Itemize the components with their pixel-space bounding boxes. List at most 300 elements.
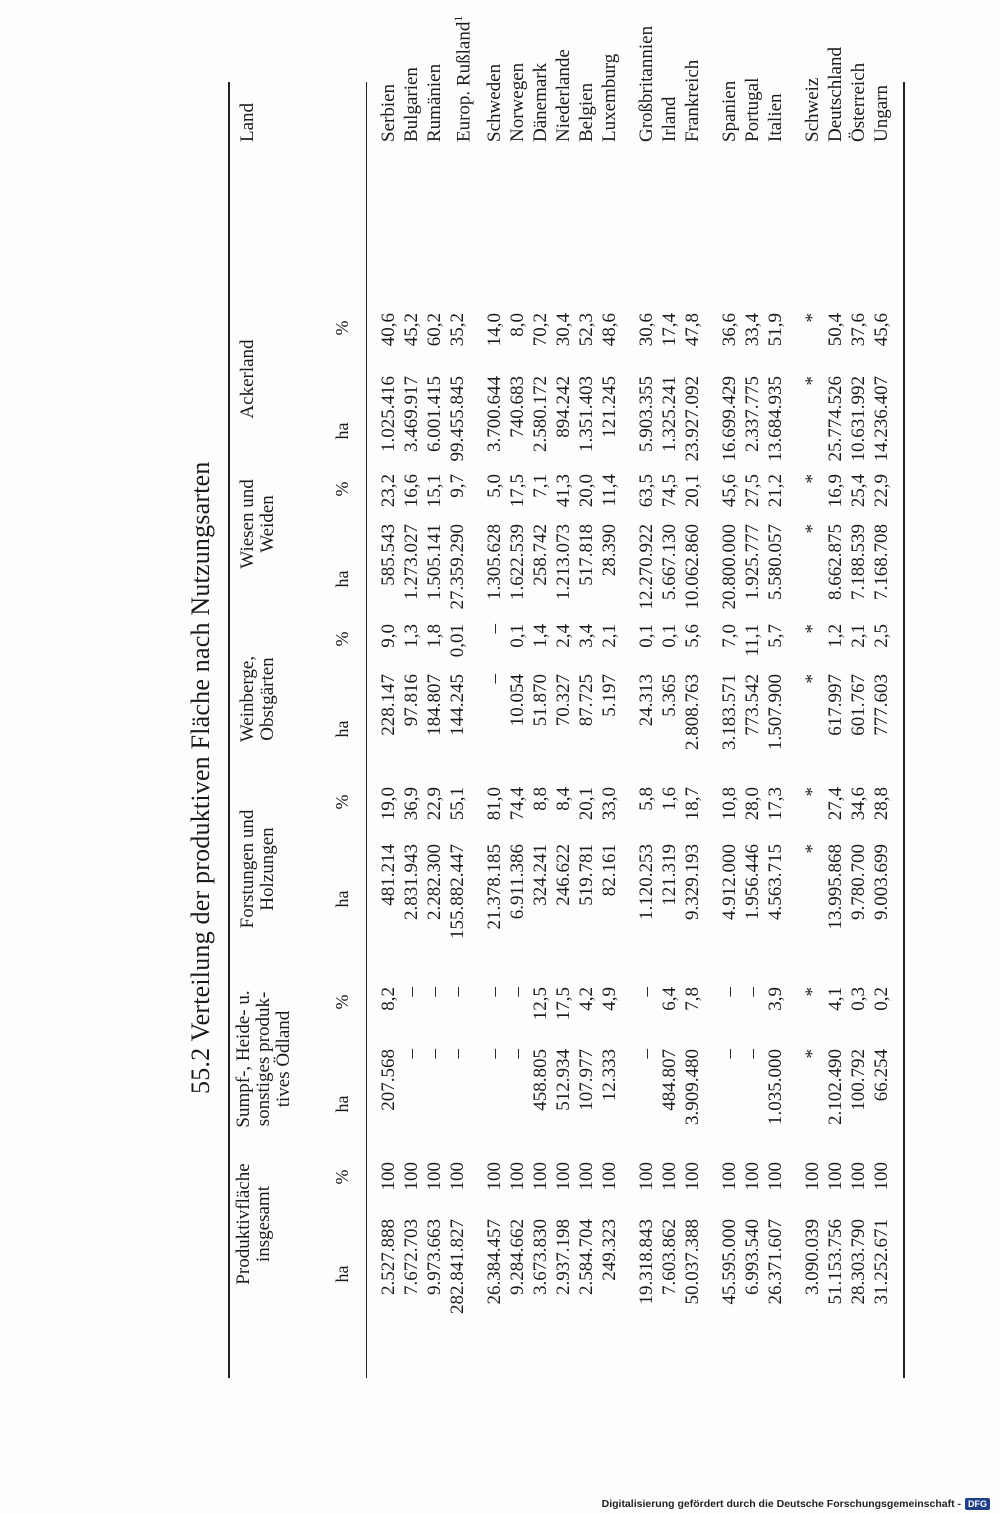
table-cell-ha: 13.684.935 — [765, 376, 786, 462]
table-cell-pct: 100 — [507, 1162, 528, 1191]
table-cell-pct: 51,9 — [765, 313, 786, 347]
header-sub-pct: % — [332, 631, 352, 647]
table-cell-ha: 9.329.193 — [682, 844, 703, 920]
table-cell-ha: 87.725 — [576, 674, 597, 727]
table-cell-ha: 5.580.057 — [765, 524, 786, 600]
table-cell-pct: 4,1 — [825, 987, 846, 1011]
footnote-marker: 1 — [451, 15, 465, 22]
table-cell-ha: 27.359.290 — [447, 524, 468, 610]
table-cell-ha: 1.622.539 — [507, 524, 528, 600]
table-cell-pct: 52,3 — [576, 313, 597, 347]
table-cell-pct: 74,5 — [659, 474, 680, 508]
table-row-land — [802, 78, 824, 142]
table-cell-pct: 22,9 — [424, 787, 445, 821]
table-cell-pct: 17,5 — [553, 987, 574, 1021]
table-cell-ha: 458.805 — [530, 1049, 551, 1111]
table-cell-ha: 484.807 — [659, 1049, 680, 1111]
table-cell-ha: 10.062.860 — [682, 524, 703, 610]
table-cell-pct: – — [507, 987, 528, 997]
table-cell-ha: 6.993.540 — [742, 1219, 763, 1295]
table-cell-pct: 1,3 — [401, 624, 422, 648]
land-name: Schweden — [484, 63, 505, 142]
table-cell-pct: 60,2 — [424, 313, 445, 347]
table-cell-ha: 1.213.073 — [553, 524, 574, 600]
table-cell-pct: 0,2 — [871, 987, 892, 1011]
table-cell-ha: 894.242 — [553, 376, 574, 438]
table-row-land — [871, 85, 893, 142]
table-cell-pct: 34,6 — [848, 787, 869, 821]
table-row-land — [765, 93, 787, 142]
table-cell-pct: 100 — [825, 1162, 846, 1191]
top-rule — [228, 82, 230, 1378]
table-cell-ha: 246.622 — [553, 844, 574, 906]
table-cell-ha: 3.469.917 — [401, 376, 422, 452]
table-row-land — [378, 84, 400, 142]
header-group-label: Holzungen — [257, 827, 278, 911]
table-cell-ha: – — [719, 1049, 740, 1059]
table-cell-ha: 9.284.662 — [507, 1219, 528, 1295]
table-cell-pct: 17,4 — [659, 313, 680, 347]
table-cell-pct: – — [719, 987, 740, 997]
land-name: Deutschland — [825, 47, 846, 142]
table-cell-pct: 45,2 — [401, 313, 422, 347]
table-cell-ha: 773.542 — [742, 674, 763, 736]
table-cell-pct: 100 — [530, 1162, 551, 1191]
table-cell-pct: 21,2 — [765, 474, 786, 508]
table-cell-pct: 16,6 — [401, 474, 422, 508]
table-cell-ha: 7.168.708 — [871, 524, 892, 600]
table-cell-pct: 27,5 — [742, 474, 763, 508]
table-cell-ha: 228.147 — [378, 674, 399, 736]
table-cell-pct: 1,6 — [659, 787, 680, 811]
table-cell-pct: 17,3 — [765, 787, 786, 821]
table-row-land — [507, 63, 529, 142]
dfg-footer — [602, 1498, 990, 1510]
table-cell-pct: 100 — [401, 1162, 422, 1191]
table-cell-ha: 9.973.663 — [424, 1219, 445, 1295]
table-cell-ha: 481.214 — [378, 844, 399, 906]
table-cell-ha: 3.700.644 — [484, 376, 505, 452]
table-cell-pct: 5,6 — [682, 624, 703, 648]
land-name: Niederlande — [553, 49, 574, 142]
table-cell-ha: 5.365 — [659, 674, 680, 717]
table-cell-ha: 1.025.416 — [378, 376, 399, 452]
table-cell-pct: 45,6 — [719, 474, 740, 508]
table-cell-ha: 50.037.388 — [682, 1219, 703, 1305]
table-cell-pct: 36,6 — [719, 313, 740, 347]
header-sub-ha: ha — [332, 1265, 352, 1283]
header-sub-pct: % — [332, 320, 352, 336]
table-cell-pct: 1,8 — [424, 624, 445, 648]
table-cell-pct: 11,1 — [742, 624, 763, 657]
table-cell-ha: 2.337.775 — [742, 376, 763, 452]
table-cell-pct: 8,2 — [378, 987, 399, 1011]
table-cell-pct: 0,1 — [659, 624, 680, 648]
land-name: Dänemark — [530, 62, 551, 142]
table-cell-pct: 81,0 — [484, 787, 505, 821]
table-cell-pct: 3,9 — [765, 987, 786, 1011]
table-cell-ha: 777.603 — [871, 674, 892, 736]
land-name: Ungarn — [871, 85, 892, 142]
table-cell-pct: – — [742, 987, 763, 997]
table-cell-ha: – — [636, 1049, 657, 1059]
table-cell-ha: 12.333 — [599, 1049, 620, 1102]
table-cell-ha: 249.323 — [599, 1219, 620, 1281]
table-cell-pct: 1,4 — [530, 624, 551, 648]
header-group-label: Weinberge, — [237, 655, 258, 743]
table-row-land — [553, 49, 575, 142]
table-row-land — [576, 83, 598, 142]
table-row-land — [659, 97, 681, 142]
table-row-land — [401, 67, 423, 142]
table-cell-pct: * — [802, 624, 823, 634]
table-row-land — [742, 78, 764, 142]
land-name: Europ. Rußland — [453, 21, 475, 142]
table-cell-ha: 517.818 — [576, 524, 597, 586]
table-cell-pct: 7,8 — [682, 987, 703, 1011]
table-cell-pct: 17,5 — [507, 474, 528, 508]
table-row-land — [682, 60, 704, 142]
land-name: Luxemburg — [599, 53, 620, 142]
table-cell-ha: 740.683 — [507, 376, 528, 438]
table-cell-ha: 519.781 — [576, 844, 597, 906]
header-sub-pct: % — [332, 994, 352, 1010]
header-group-label: Ackerland — [237, 339, 258, 419]
table-cell-pct: 100 — [599, 1162, 620, 1191]
table-cell-pct: 55,1 — [447, 787, 468, 821]
header-group-label: Obstgärten — [257, 657, 278, 741]
table-row-land — [447, 16, 475, 142]
table-cell-ha: 13.995.868 — [825, 844, 846, 930]
table-cell-ha: 1.505.141 — [424, 524, 445, 600]
table-cell-ha: 1.956.446 — [742, 844, 763, 920]
table-cell-pct: * — [802, 474, 823, 484]
table-cell-ha: 617.997 — [825, 674, 846, 736]
table-cell-pct: 100 — [576, 1162, 597, 1191]
table-cell-ha: 9.780.700 — [848, 844, 869, 920]
table-cell-pct: 0,01 — [447, 624, 468, 658]
table-cell-pct: 33,4 — [742, 313, 763, 347]
table-row-land — [424, 64, 446, 142]
table-cell-pct: 27,4 — [825, 787, 846, 821]
table-cell-pct: 100 — [447, 1162, 468, 1191]
table-title: 55.2 Verteilung der produktiven Fläche nach Nutzungsarten — [186, 461, 215, 1094]
table-cell-pct: 100 — [659, 1162, 680, 1191]
table-cell-ha: 155.882.447 — [447, 844, 468, 939]
table-cell-pct: 16,9 — [825, 474, 846, 508]
table-cell-pct: 70,2 — [530, 313, 551, 347]
table-row-land — [484, 64, 506, 142]
table-cell-ha: 97.816 — [401, 674, 422, 727]
land-name: Großbritannien — [636, 25, 657, 142]
table-cell-pct: 30,6 — [636, 313, 657, 347]
table-cell-ha: 26.371.607 — [765, 1219, 786, 1305]
table-cell-pct: 7,0 — [719, 624, 740, 648]
table-cell-pct: 100 — [802, 1162, 823, 1191]
table-cell-ha: 31.252.671 — [871, 1219, 892, 1305]
table-cell-ha: 512.934 — [553, 1049, 574, 1111]
table-cell-ha: – — [401, 1049, 422, 1059]
footer-text: Digitalisierung gefördert durch die Deutsche Forschungsgemeinschaft - — [601, 1498, 961, 1510]
table-cell-pct: – — [484, 624, 505, 634]
table-cell-ha: 5.667.130 — [659, 524, 680, 600]
table-cell-ha: 6.911.386 — [507, 844, 528, 920]
table-cell-ha: 1.507.900 — [765, 674, 786, 750]
header-sub-ha: ha — [332, 422, 352, 440]
table-cell-pct: 2,1 — [599, 624, 620, 648]
table-cell-pct: 3,4 — [576, 624, 597, 648]
table-cell-ha: 324.241 — [530, 844, 551, 906]
table-cell-pct: 5,0 — [484, 474, 505, 498]
table-cell-ha: 24.313 — [636, 674, 657, 727]
land-name: Schweiz — [802, 77, 823, 142]
table-cell-ha: 26.384.457 — [484, 1219, 505, 1305]
table-cell-ha: 5.197 — [599, 674, 620, 717]
header-group-label: Forstungen und — [237, 809, 258, 929]
table-cell-pct: 0,3 — [848, 987, 869, 1011]
land-name: Italien — [765, 93, 786, 142]
table-cell-pct: 100 — [484, 1162, 505, 1191]
land-name: Norwegen — [507, 62, 528, 142]
table-cell-pct: 0,1 — [507, 624, 528, 648]
table-cell-ha: 2.937.198 — [553, 1219, 574, 1295]
table-cell-pct: 2,5 — [871, 624, 892, 648]
land-name: Rumänien — [424, 63, 445, 142]
table-row-land — [636, 26, 658, 142]
table-cell-ha: 19.318.843 — [636, 1219, 657, 1305]
header-group-label: Weiden — [257, 495, 278, 553]
table-cell-ha: 45.595.000 — [719, 1219, 740, 1305]
table-cell-pct: 2,4 — [553, 624, 574, 648]
table-cell-ha: 1.035.000 — [765, 1049, 786, 1125]
table-cell-pct: 20,1 — [576, 787, 597, 821]
table-cell-ha: – — [447, 1049, 468, 1059]
table-cell-pct: – — [484, 987, 505, 997]
table-cell-pct: 8,0 — [507, 313, 528, 337]
table-cell-pct: 74,4 — [507, 787, 528, 821]
table-cell-ha: 10.054 — [507, 674, 528, 727]
table-row-land — [825, 47, 847, 142]
table-cell-pct: 7,1 — [530, 474, 551, 498]
table-cell-pct: 100 — [424, 1162, 445, 1191]
table-cell-pct: 11,4 — [599, 474, 620, 507]
header-group-label: sonstiges produk- — [253, 991, 274, 1127]
table-cell-ha: * — [802, 674, 823, 684]
table-cell-ha: 28.303.790 — [848, 1219, 869, 1305]
table-cell-ha: – — [484, 674, 505, 684]
table-cell-pct: 8,8 — [530, 787, 551, 811]
table-cell-pct: 100 — [682, 1162, 703, 1191]
table-cell-ha: 7.603.862 — [659, 1219, 680, 1295]
table-cell-pct: * — [802, 787, 823, 797]
table-cell-ha: 25.774.526 — [825, 376, 846, 462]
table-cell-ha: 16.699.429 — [719, 376, 740, 462]
table-cell-ha: 82.161 — [599, 844, 620, 897]
header-land: Land — [237, 102, 258, 142]
table-row-land — [530, 63, 552, 142]
table-cell-ha: 8.662.875 — [825, 524, 846, 600]
table-cell-pct: 4,2 — [576, 987, 597, 1011]
table-cell-ha: – — [484, 1049, 505, 1059]
table-cell-ha: 184.807 — [424, 674, 445, 736]
table-cell-pct: 63,5 — [636, 474, 657, 508]
table-cell-pct: 100 — [848, 1162, 869, 1191]
table-cell-ha: 1.305.628 — [484, 524, 505, 600]
table-cell-pct: 12,5 — [530, 987, 551, 1021]
table-cell-pct: 41,3 — [553, 474, 574, 508]
table-cell-ha: 7.672.703 — [401, 1219, 422, 1295]
header-sub-ha: ha — [332, 890, 352, 908]
table-cell-ha: 601.767 — [848, 674, 869, 736]
land-name: Belgien — [576, 82, 597, 142]
table-cell-ha: 2.808.763 — [682, 674, 703, 750]
table-cell-ha: 23.927.092 — [682, 376, 703, 462]
table-cell-ha: * — [802, 844, 823, 854]
table-cell-ha: 585.543 — [378, 524, 399, 586]
land-name: Irland — [659, 96, 680, 142]
land-name: Österreich — [848, 62, 869, 142]
bottom-rule — [903, 82, 905, 1378]
land-name: Serbien — [378, 83, 399, 142]
header-sub-pct: % — [332, 1169, 352, 1185]
table-cell-pct: 33,0 — [599, 787, 620, 821]
table-cell-ha: 207.568 — [378, 1049, 399, 1111]
table-cell-pct: 25,4 — [848, 474, 869, 508]
table-cell-ha: 10.631.992 — [848, 376, 869, 462]
table-cell-ha: 3.673.830 — [530, 1219, 551, 1295]
table-cell-ha: 2.584.704 — [576, 1219, 597, 1295]
table-cell-ha: 2.580.172 — [530, 376, 551, 452]
table-cell-pct: 10,8 — [719, 787, 740, 821]
table-cell-pct: 19,0 — [378, 787, 399, 821]
table-cell-pct: 45,6 — [871, 313, 892, 347]
header-group-label: Sumpf-, Heide- u. — [233, 990, 254, 1128]
table-cell-pct: 100 — [378, 1162, 399, 1191]
table-row-land — [848, 63, 870, 142]
table-cell-pct: 40,6 — [378, 313, 399, 347]
table-cell-pct: 37,6 — [848, 313, 869, 347]
table-cell-ha: 51.870 — [530, 674, 551, 727]
table-cell-pct: – — [401, 987, 422, 997]
table-cell-ha: 2.102.490 — [825, 1049, 846, 1125]
land-name: Bulgarien — [401, 67, 422, 142]
table-cell-pct: 100 — [719, 1162, 740, 1191]
table-row-land — [719, 81, 741, 142]
header-group-label: Wiesen und — [237, 479, 258, 569]
table-cell-ha: 258.742 — [530, 524, 551, 586]
table-cell-ha: 100.792 — [848, 1049, 869, 1111]
table-cell-pct: 23,2 — [378, 474, 399, 508]
table-cell-ha: * — [802, 1049, 823, 1059]
table-cell-pct: 9,7 — [447, 474, 468, 498]
table-cell-ha: 3.183.571 — [719, 674, 740, 750]
land-name: Spanien — [719, 80, 740, 142]
table-cell-ha: 2.282.300 — [424, 844, 445, 920]
header-group-label: tives Ödland — [273, 1010, 294, 1108]
table-cell-ha: 121.319 — [659, 844, 680, 906]
header-group-label: Produktivfläche — [233, 1163, 254, 1285]
table-cell-pct: – — [447, 987, 468, 997]
table-cell-pct: 4,9 — [599, 987, 620, 1011]
table-cell-ha: 12.270.922 — [636, 524, 657, 610]
table-cell-ha: 5.903.355 — [636, 376, 657, 452]
table-cell-pct: 9,0 — [378, 624, 399, 648]
header-sub-pct: % — [332, 481, 352, 497]
table-cell-ha: 4.912.000 — [719, 844, 740, 920]
table-cell-pct: 2,1 — [848, 624, 869, 648]
header-rule — [366, 82, 367, 1378]
table-cell-pct: 6,4 — [659, 987, 680, 1011]
table-cell-ha: 1.273.027 — [401, 524, 422, 600]
table-cell-ha: 20.800.000 — [719, 524, 740, 610]
header-group-label: insgesamt — [253, 1186, 274, 1262]
table-cell-ha: 1.351.403 — [576, 376, 597, 452]
table-cell-pct: 18,7 — [682, 787, 703, 821]
header-sub-ha: ha — [332, 570, 352, 588]
table-cell-ha: 282.841.827 — [447, 1219, 468, 1314]
table-cell-pct: 28,0 — [742, 787, 763, 821]
table-row-land — [599, 54, 621, 142]
table-cell-ha: 1.120.253 — [636, 844, 657, 920]
header-sub-ha: ha — [332, 1095, 352, 1113]
table-cell-ha: 1.925.777 — [742, 524, 763, 600]
table-cell-pct: 35,2 — [447, 313, 468, 347]
land-name: Frankreich — [682, 59, 703, 142]
table-cell-ha: 51.153.756 — [825, 1219, 846, 1305]
table-cell-ha: 121.245 — [599, 376, 620, 438]
table-cell-pct: 48,6 — [599, 313, 620, 347]
table-cell-pct: 8,4 — [553, 787, 574, 811]
table-cell-pct: – — [424, 987, 445, 997]
table-cell-pct: * — [802, 987, 823, 997]
table-cell-pct: 0,1 — [636, 624, 657, 648]
table-cell-pct: 47,8 — [682, 313, 703, 347]
table-cell-pct: 20,1 — [682, 474, 703, 508]
table-cell-ha: 21.378.185 — [484, 844, 505, 930]
table-cell-ha: 70.327 — [553, 674, 574, 727]
table-cell-pct: 36,9 — [401, 787, 422, 821]
header-sub-pct: % — [332, 794, 352, 810]
table-cell-ha: 99.455.845 — [447, 376, 468, 462]
table-cell-pct: 30,4 — [553, 313, 574, 347]
table-cell-pct: 100 — [553, 1162, 574, 1191]
table-cell-ha: 7.188.539 — [848, 524, 869, 600]
land-name: Portugal — [742, 77, 763, 142]
table-cell-pct: 100 — [636, 1162, 657, 1191]
table-cell-pct: 100 — [871, 1162, 892, 1191]
table-cell-pct: – — [636, 987, 657, 997]
table-cell-pct: 50,4 — [825, 313, 846, 347]
table-cell-pct: 5,7 — [765, 624, 786, 648]
table-cell-ha: – — [742, 1049, 763, 1059]
table-cell-ha: 9.003.699 — [871, 844, 892, 920]
table-cell-ha: 2.831.943 — [401, 844, 422, 920]
table-cell-ha: * — [802, 524, 823, 534]
table-cell-pct: 5,8 — [636, 787, 657, 811]
table-cell-ha: 4.563.715 — [765, 844, 786, 920]
table-cell-ha: 107.977 — [576, 1049, 597, 1111]
dfg-logo: DFG — [965, 1498, 990, 1510]
table-cell-ha: 3.909.480 — [682, 1049, 703, 1125]
table-cell-ha: 144.245 — [447, 674, 468, 736]
table-cell-pct: 28,8 — [871, 787, 892, 821]
table-cell-pct: 1,2 — [825, 624, 846, 648]
table-cell-ha: 1.325.241 — [659, 376, 680, 452]
table-cell-pct: 100 — [765, 1162, 786, 1191]
table-cell-pct: 100 — [742, 1162, 763, 1191]
table-cell-ha: – — [424, 1049, 445, 1059]
header-sub-ha: ha — [332, 720, 352, 738]
